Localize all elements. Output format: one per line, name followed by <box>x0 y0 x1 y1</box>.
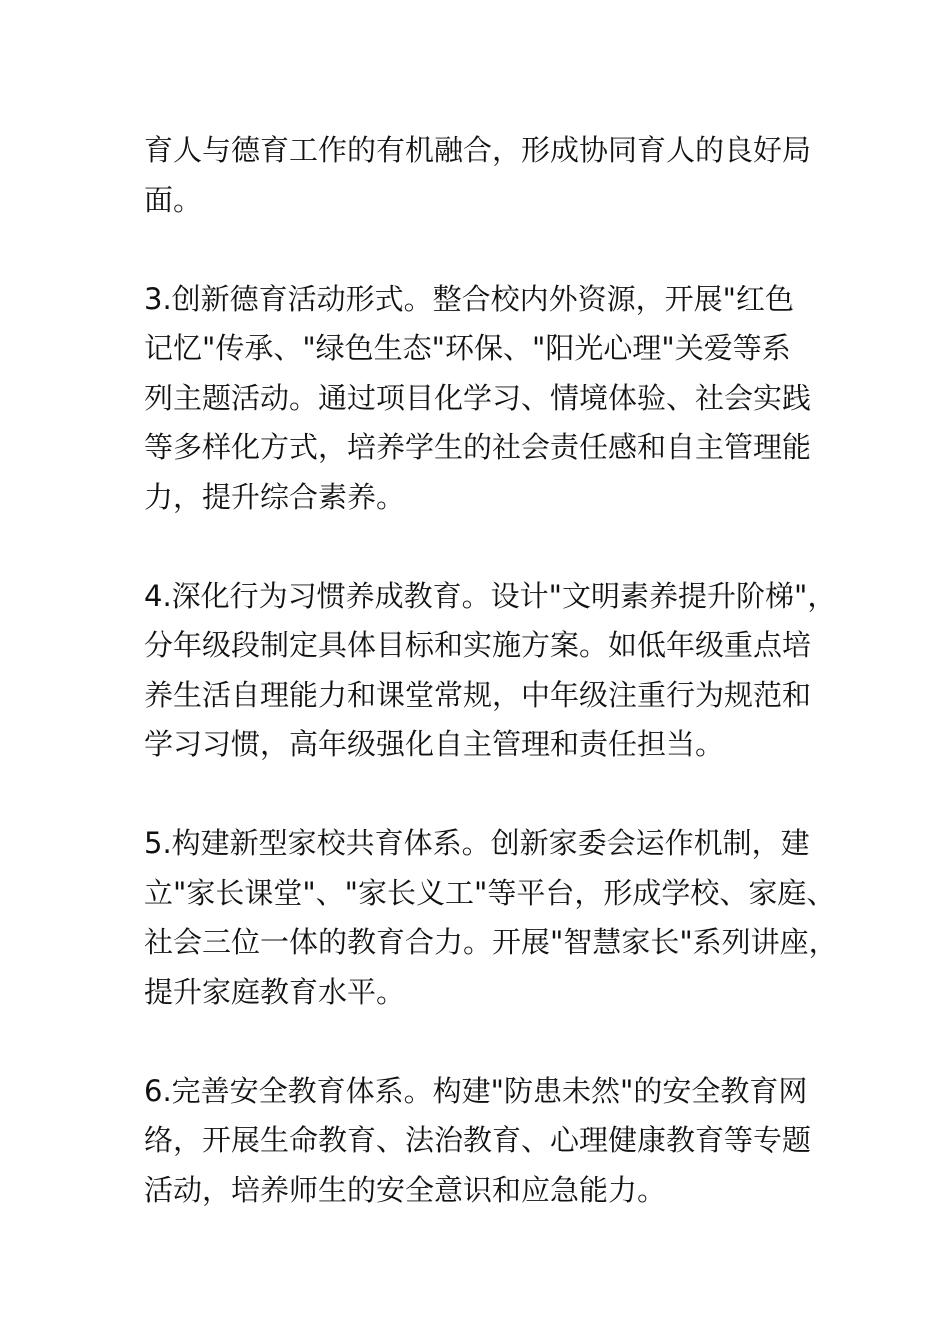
text-line: 立"家长课堂"、"家长义工"等平台，形成学校、家庭、 <box>144 875 836 910</box>
document-body <box>144 126 838 1265</box>
text-line: 6.完善安全教育体系。构建"防患未然"的安全教育网 <box>144 1073 808 1108</box>
text-line: 育人与德育工作的有机融合，形成协同育人的良好局 <box>144 133 812 167</box>
text-line: 提升家庭教育水平。 <box>144 974 406 1009</box>
text-line: 5.构建新型家校共育体系。创新家委会运作机制，建 <box>144 826 810 860</box>
text-line: 学习习惯，高年级强化自主管理和责任担当。 <box>144 727 725 761</box>
text-line: 面。 <box>144 182 203 217</box>
text-line: 记忆"传承、"绿色生态"环保、"阳光心理"关爱等系 <box>144 331 791 365</box>
text-line: 分年级段制定具体目标和实施方案。如低年级重点培 <box>144 628 812 662</box>
paragraph-item-4 <box>144 572 837 770</box>
text-line: 社会三位一体的教育合力。开展"智慧家长"系列讲座， <box>144 925 838 959</box>
paragraph-item-6 <box>144 1067 824 1216</box>
text-line: 3.创新德育活动形式。整合校内外资源，开展"红色 <box>144 281 795 316</box>
paragraph-item-3 <box>144 275 824 523</box>
text-line: 力，提升综合素养。 <box>144 479 406 514</box>
text-line: 养生活自理能力和课堂常规，中年级注重行为规范和 <box>144 677 812 712</box>
paragraph-moral-education-integration <box>144 126 824 225</box>
paragraph-item-5 <box>144 819 838 1017</box>
text-line: 等多样化方式，培养学生的社会责任感和自主管理能 <box>144 430 812 464</box>
text-line: 络，开展生命教育、法治教育、心理健康教育等专题 <box>144 1123 812 1157</box>
text-line: 列主题活动。通过项目化学习、情境体验、社会实践 <box>144 380 812 415</box>
text-line: 4.深化行为习惯养成教育。设计"文明素养提升阶梯"， <box>144 578 837 613</box>
text-line: 活动，培养师生的安全意识和应急能力。 <box>144 1172 667 1207</box>
